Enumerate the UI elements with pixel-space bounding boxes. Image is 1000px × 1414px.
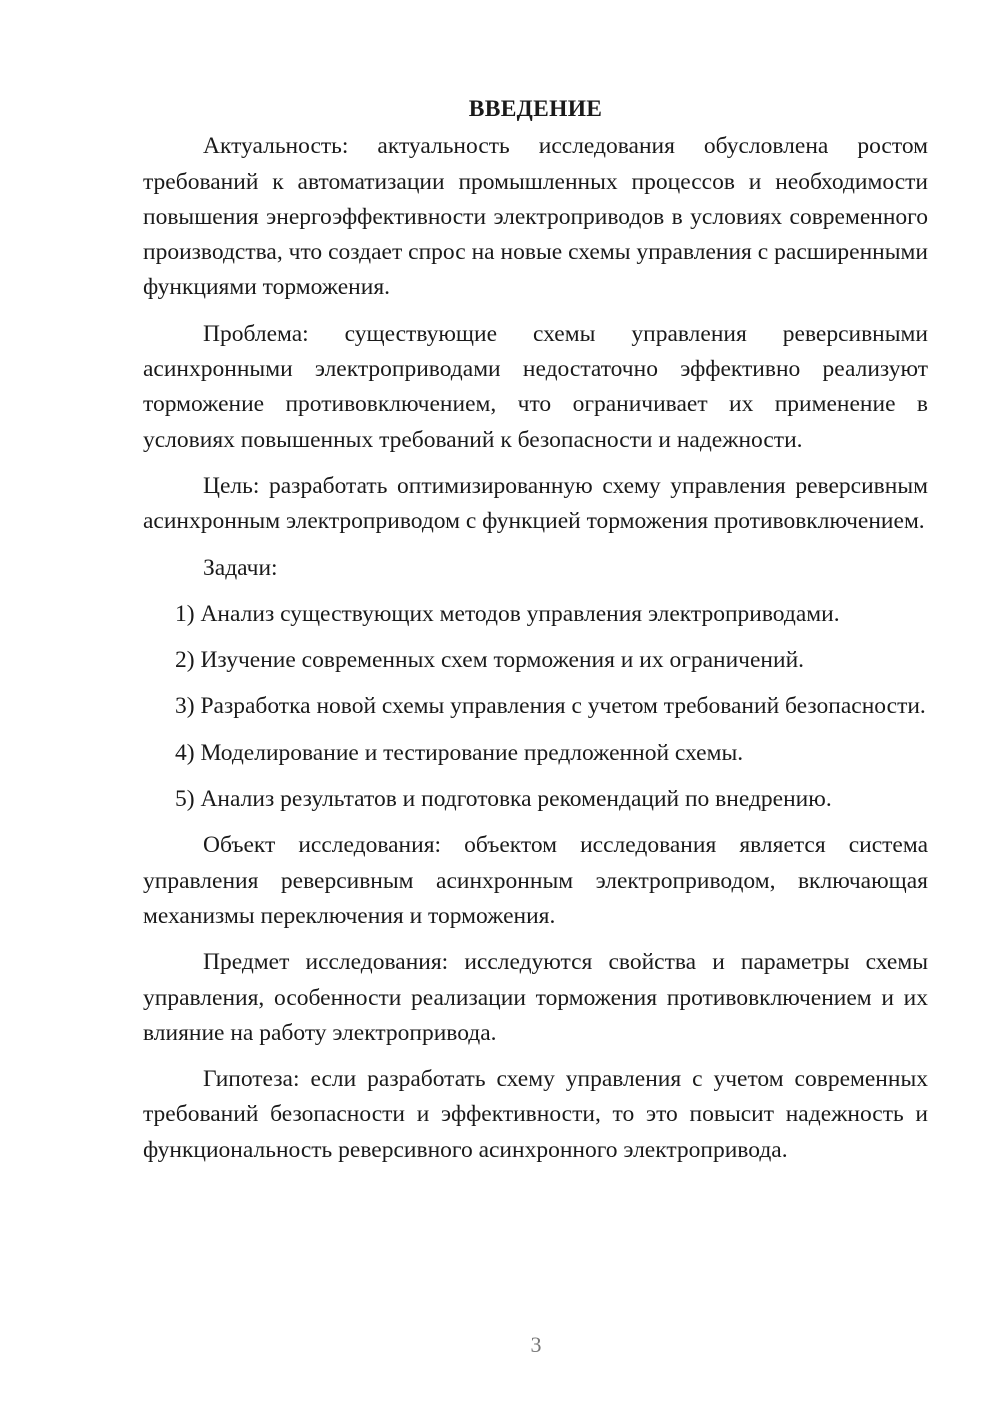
task-item-5: 5) Анализ результатов и подготовка рекомендаций по внедрению. [175, 786, 832, 813]
task-item-1: 1) Анализ существующих методов управления электроприводами. [175, 600, 840, 627]
problem-paragraph: Проблема: существующие схемы управления реверсивными асинхронными электроприводами недостаточно эффективно реализуют торможение противовключением, что ограничивает их применение в условиях повышенных требований к безопасности и надежности. [143, 320, 928, 453]
object-paragraph: Объект исследования: объектом исследования является система управления реверсивным асинхронным электроприводом, включающая механизмы переключения и торможения. [143, 832, 928, 929]
goal-paragraph: Цель: разработать оптимизированную схему управления реверсивным асинхронным электроприводом с функцией торможения противовключением. [143, 472, 928, 535]
tasks-label: Задачи: [203, 554, 278, 581]
subject-paragraph: Предмет исследования: исследуются свойства и параметры схемы управления, особенности реализации торможения противовключением и их влияние на работу электропривода. [143, 949, 928, 1046]
page-number: 3 [530, 1332, 542, 1357]
section-title: ВВЕДЕНИЕ [468, 96, 603, 122]
hypothesis-paragraph: Гипотеза: если разработать схему управления с учетом современных требований безопасности и эффективности, то это повысит надежность и функциональность реверсивного асинхронного электропривода. [143, 1066, 928, 1163]
task-item-4: 4) Моделирование и тестирование предложенной схемы. [175, 739, 744, 766]
task-item-3: 3) Разработка новой схемы управления с учетом требований безопасности. [175, 693, 926, 720]
task-item-2: 2) Изучение современных схем торможения и их ограничений. [175, 647, 805, 674]
relevance-paragraph: Актуальность: актуальность исследования обусловлена ростом требований к автоматизации промышленных процессов и необходимости повышения энергоэффективности электроприводов в условиях современного производства, что создает спрос на новые схемы управления с расширенными функциями торможения. [143, 133, 928, 301]
page-content [143, 92, 928, 1179]
